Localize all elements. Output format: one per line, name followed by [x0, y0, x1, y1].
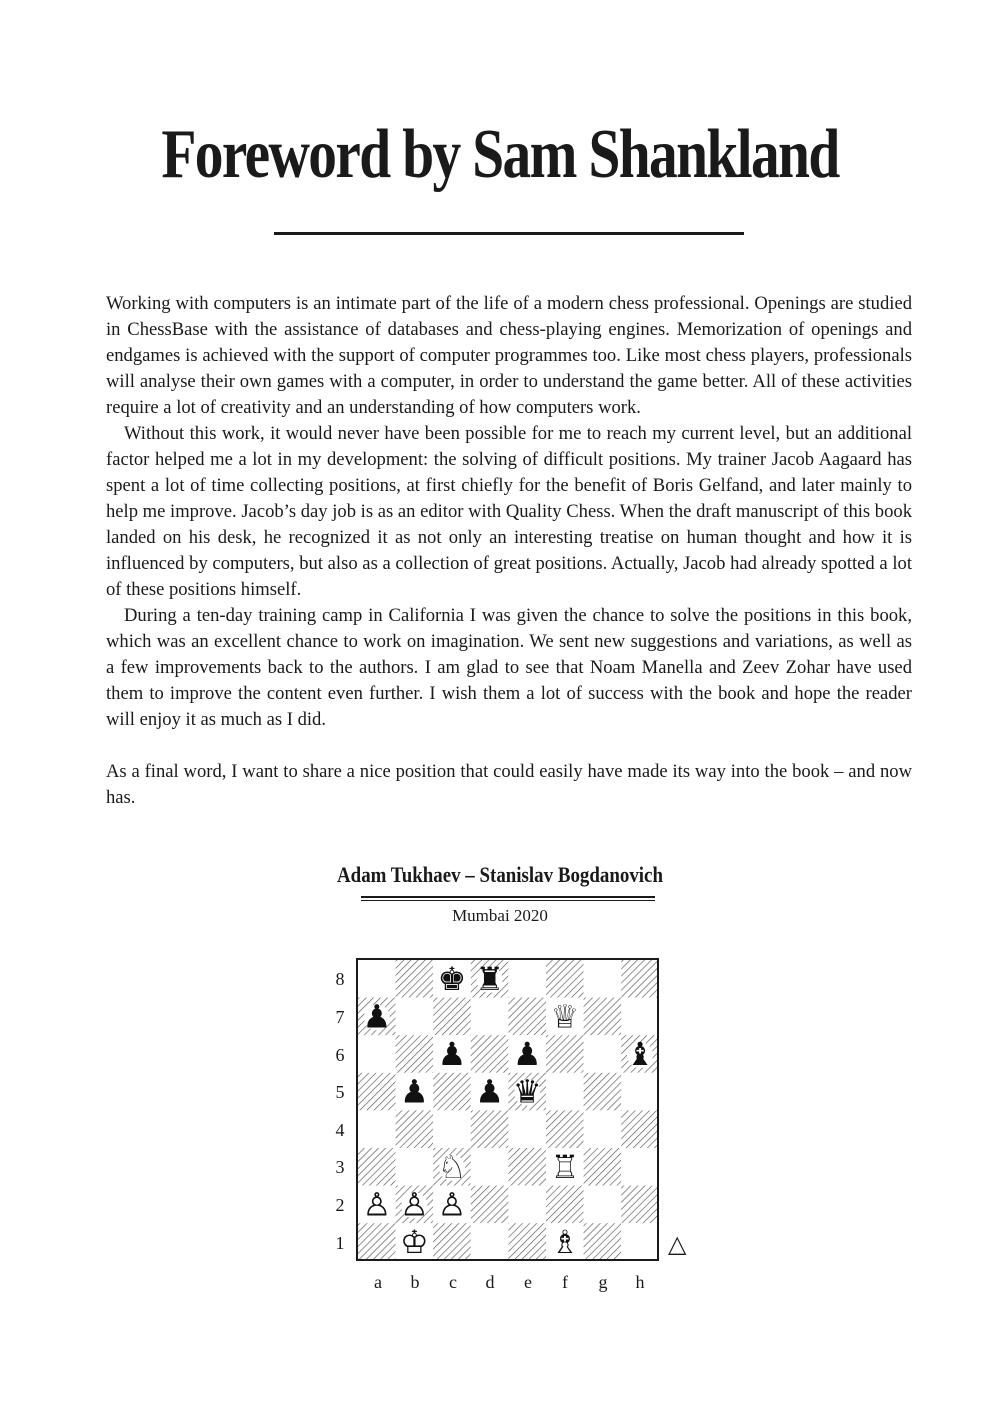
- board-square: [584, 1110, 622, 1148]
- rank-label: 6: [335, 1045, 345, 1065]
- board-square: [621, 1186, 659, 1224]
- board-square: [584, 1073, 622, 1111]
- file-label: e: [524, 1272, 532, 1292]
- black-pawn-icon: ♟: [400, 1072, 429, 1111]
- board-square: [621, 960, 659, 998]
- heading-rule: [361, 896, 655, 898]
- black-pawn-icon: ♟: [362, 997, 392, 1036]
- white-to-move-triangle-icon: △: [668, 1232, 687, 1258]
- game-players-heading: Adam Tukhaev – Stanislav Bogdanovich: [337, 862, 663, 887]
- file-label: c: [449, 1272, 457, 1292]
- board-square: [358, 1148, 396, 1186]
- white-queen-icon: ♕: [550, 997, 580, 1036]
- black-pawn-icon: ♟: [475, 1072, 504, 1111]
- board-square: [621, 1148, 659, 1186]
- rank-label: 5: [335, 1082, 345, 1102]
- board-square: [471, 1186, 509, 1224]
- board-square: [584, 1223, 622, 1261]
- board-square: [471, 1110, 509, 1148]
- game-event: Mumbai 2020: [452, 906, 548, 925]
- board-square: [546, 1110, 584, 1148]
- board-square: [508, 1110, 546, 1148]
- white-pawn-icon: ♙: [400, 1185, 429, 1224]
- board-square: [433, 1073, 471, 1111]
- file-label: b: [410, 1272, 420, 1292]
- board-square: [508, 1223, 546, 1261]
- file-label: f: [562, 1272, 568, 1292]
- board-square: [433, 1223, 471, 1261]
- board-square: [584, 1035, 622, 1073]
- board-square: [508, 1148, 546, 1186]
- board-square: [396, 998, 434, 1036]
- white-pawn-icon: ♙: [362, 1185, 392, 1224]
- board-square: [358, 1110, 396, 1148]
- board-square: [584, 1148, 622, 1186]
- board-square: [546, 1186, 584, 1224]
- white-rook-icon: ♖: [550, 1147, 580, 1186]
- board-square: [621, 998, 659, 1036]
- board-square: [471, 1148, 509, 1186]
- board-square: [508, 1186, 546, 1224]
- board-square: [546, 1035, 584, 1073]
- paragraph: As a final word, I want to share a nice position that could easily have made its way into the book – and now has.: [106, 761, 912, 808]
- board-square: [358, 960, 396, 998]
- board-square: [433, 998, 471, 1036]
- file-label: g: [598, 1272, 608, 1292]
- paragraph: During a ten-day training camp in California I was given the chance to solve the positions in this book, which was an excellent chance to work on imagination. We sent new suggestions and variations, as well as a few improvements back to the authors. I am glad to see that Noam Manella and Zeev Zohar have used them to improve the content even further. I wish them a lot of success with the book and hope the reader will enjoy it as much as I did.: [106, 605, 912, 730]
- board-square: [396, 1110, 434, 1148]
- board-square: [471, 998, 509, 1036]
- file-label: h: [635, 1272, 645, 1292]
- board-square: [546, 960, 584, 998]
- black-pawn-icon: ♟: [512, 1035, 542, 1073]
- board-square: [508, 960, 546, 998]
- file-label: a: [374, 1272, 382, 1292]
- file-label: d: [485, 1272, 495, 1292]
- heading-rule: [361, 900, 655, 901]
- board-square: [358, 1223, 396, 1261]
- board-square: [471, 1223, 509, 1261]
- rank-label: 7: [335, 1007, 345, 1027]
- board-square: [584, 960, 622, 998]
- white-king-icon: ♔: [400, 1223, 429, 1261]
- white-bishop-icon: ♗: [550, 1223, 580, 1261]
- black-rook-icon: ♜: [475, 959, 504, 998]
- board-square: [621, 1110, 659, 1148]
- board-square: [584, 998, 622, 1036]
- board-square: [396, 1035, 434, 1073]
- black-pawn-icon: ♟: [437, 1035, 467, 1073]
- foreword-body: [106, 291, 912, 811]
- paragraph: Without this work, it would never have been possible for me to reach my current level, but an additional factor helped me a lot in my development: the solving of difficult positions. My trainer Jacob Aagaard has spent a lot of time collecting positions, at first chiefly for the benefit of Boris Gelfand, and later mainly to help me improve. Jacob’s day job is as an editor with Quality Chess. When the draft manuscript of this book landed on his desk, he recognized it as not only an interesting treatise on human thought and how it is influenced by computers, but also as a collection of great positions. Actually, Jacob had already spotted a lot of these positions himself.: [106, 423, 912, 600]
- rank-label: 4: [335, 1120, 345, 1140]
- white-knight-icon: ♘: [437, 1147, 467, 1186]
- board-square: [471, 1035, 509, 1073]
- chess-diagram: [356, 958, 661, 1263]
- rank-label: 1: [335, 1233, 345, 1253]
- black-queen-icon: ♛: [512, 1072, 542, 1111]
- paragraph: Working with computers is an intimate part of the life of a modern chess professional. Openings are studied in ChessBase with the assistance of databases and chess-playing engines. Memorization of openings and endgames is achieved with the support of computer programmes too. Like most chess players, professionals will analyse their own games with a computer, in order to understand the game better. All of these activities require a lot of creativity and an understanding of how computers work.: [106, 293, 912, 418]
- board-square: [396, 960, 434, 998]
- white-pawn-icon: ♙: [437, 1185, 467, 1224]
- board-square: [358, 1073, 396, 1111]
- board-square: [433, 1110, 471, 1148]
- rank-label: 2: [335, 1195, 345, 1215]
- board-square: [508, 998, 546, 1036]
- black-bishop-icon: ♝: [625, 1035, 655, 1073]
- board-square: [584, 1186, 622, 1224]
- board-square: [546, 1073, 584, 1111]
- page-title: Foreword by Sam Shankland: [161, 116, 839, 193]
- board-square: [621, 1073, 659, 1111]
- board-square: [396, 1148, 434, 1186]
- title-divider: [274, 232, 744, 235]
- rank-label: 8: [335, 969, 345, 989]
- board-square: [621, 1223, 659, 1261]
- rank-label: 3: [335, 1157, 345, 1177]
- black-king-icon: ♚: [437, 959, 467, 998]
- board-square: [358, 1035, 396, 1073]
